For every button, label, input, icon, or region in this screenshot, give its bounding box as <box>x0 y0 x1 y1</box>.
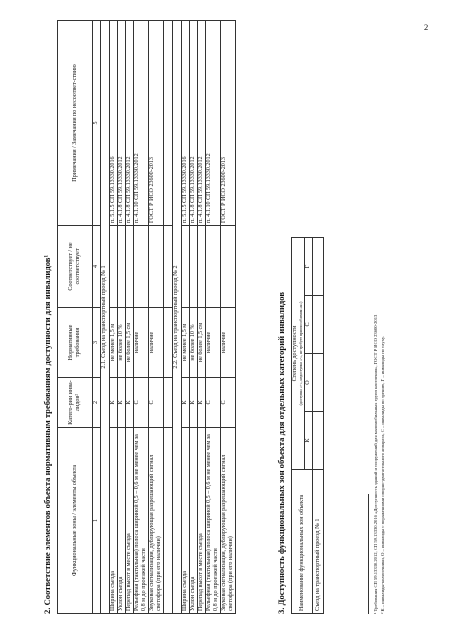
column-number: 1 <box>93 428 101 614</box>
requirement-cell: не менее 1,5 м <box>182 308 190 378</box>
category-cell: К <box>198 378 206 428</box>
element-cell: Ширина съезда <box>110 428 118 614</box>
section-2-title: 2. Соответствие элементов объекта нормативным требованиям доступности для инвалидов¹ <box>42 254 52 614</box>
requirement-cell: не более 10 % <box>118 308 126 378</box>
status-cell <box>149 226 164 308</box>
element-cell: Перепад высот в месте съезда <box>198 428 206 614</box>
note-cell: ГОСТ Р ИСО 23600-2013 <box>221 21 236 226</box>
requirement-cell: наличие <box>134 308 149 378</box>
status-cell <box>198 226 206 308</box>
category-cell: К <box>182 378 190 428</box>
column-number: 3 <box>93 308 101 378</box>
category-cell: С <box>221 378 236 428</box>
blank-cell <box>164 378 173 428</box>
table-row <box>110 21 118 614</box>
category-cell: С <box>149 378 164 428</box>
group-row <box>101 21 110 614</box>
footnote-1: ¹ Требования СП 59.13330.2012, СП 59.13330.2016 «Доступность зданий и сооружений для маломобильных групп населения», ГОСТ Р ИСО 23600-2013 <box>373 314 378 614</box>
status-cell <box>118 226 126 308</box>
category-cell: К <box>126 378 134 428</box>
accessibility-table <box>291 237 324 614</box>
element-cell: Рельефная (тактильная) полоса шириной 0,5 – 0,6 м не менее чем за 0,8 м до проезжей части <box>206 428 221 614</box>
header-requirements: Нормативные требования <box>58 308 93 378</box>
compliance-table <box>57 20 236 614</box>
blank-cell <box>164 428 173 614</box>
category-header: Г <box>305 237 313 295</box>
status-cell <box>134 226 149 308</box>
degree-cell <box>313 237 324 295</box>
requirement-cell: не более 1,5 см <box>198 308 206 378</box>
note-cell: п. 5.1.5 СП 59.13330.2016 <box>182 21 190 226</box>
blank-cell <box>164 226 173 308</box>
table-row <box>118 21 126 614</box>
table-row <box>149 21 164 614</box>
status-cell <box>221 226 236 308</box>
degree-subnote: (доступна «+», недоступна «-», не требует приспособления «н») <box>299 301 303 406</box>
element-cell: Уклон съезда <box>190 428 198 614</box>
element-cell: Перепад высот в месте съезда <box>126 428 134 614</box>
column-number-row <box>93 21 101 614</box>
group-row <box>173 21 182 614</box>
header-degree <box>292 237 305 469</box>
note-cell: ГОСТ Р ИСО 23600-2013 <box>149 21 164 226</box>
footnotes <box>372 315 386 614</box>
note-cell: п. 4.1.10 СП 59.13330.2012 <box>206 21 221 226</box>
blank-cell <box>164 21 173 226</box>
header-zone: Наименование функциональных зон объекта <box>292 470 313 614</box>
status-cell <box>110 226 118 308</box>
table-row <box>206 21 221 614</box>
note-cell: п. 4.1.8 СП 59.13330.2012 <box>118 21 126 226</box>
requirement-cell: наличие <box>221 308 236 378</box>
degree-title: Степень доступности <box>292 325 298 382</box>
status-cell <box>182 226 190 308</box>
header-notes: Примечания / Замечания по несоответ-ствию <box>58 21 93 226</box>
requirement-cell: не более 10 % <box>190 308 198 378</box>
note-cell: п. 4.1.8 СП 59.13330.2012 <box>190 21 198 226</box>
note-cell: п. 4.1.8 СП 59.13330.2012 <box>198 21 206 226</box>
degree-cell <box>313 412 324 470</box>
note-cell: п. 4.1.8 СП 59.13330.2012 <box>126 21 134 226</box>
blank-row <box>164 21 173 614</box>
group-title: 2.2. Съезд на транспортный проезд № 2 <box>173 21 182 614</box>
requirement-cell: наличие <box>206 308 221 378</box>
category-cell: К <box>118 378 126 428</box>
column-number: 2 <box>93 378 101 428</box>
table-row <box>190 21 198 614</box>
section-3-title: 3. Доступность функциональных зон объекта для отдельных категорий инвалидов <box>276 291 286 614</box>
element-cell: Ширина съезда <box>182 428 190 614</box>
note-cell: п. 4.1.10 СП 59.13330.2012 <box>134 21 149 226</box>
header-elements: Функциональные зоны / элементы объекта <box>58 428 93 614</box>
table-row <box>182 21 190 614</box>
header-compliance: Соответствует / не соответствует <box>58 226 93 308</box>
group-title: 2.1. Съезд на транспортный проезд № 1 <box>101 21 110 614</box>
category-cell: К <box>110 378 118 428</box>
status-cell <box>190 226 198 308</box>
element-cell: Звуковая сигнализация, дублирующая разрешающий сигнал светофора (при его наличии) <box>221 428 236 614</box>
element-cell: Звуковая сигнализация, дублирующая разрешающий сигнал светофора (при его наличии) <box>149 428 164 614</box>
element-cell: Рельефная (тактильная) полоса шириной 0,5 – 0,6 м не менее чем за 0,8 м до проезжей части <box>134 428 149 614</box>
category-cell: К <box>190 378 198 428</box>
table-header-row <box>292 237 305 613</box>
table-row <box>134 21 149 614</box>
requirement-cell: наличие <box>149 308 164 378</box>
status-cell <box>126 226 134 308</box>
category-header: О <box>305 354 313 412</box>
degree-cell <box>313 354 324 412</box>
header-categories: Катего-рии инва-лидов² <box>58 378 93 428</box>
note-cell: п. 5.1.5 СП 59.13330.2016 <box>110 21 118 226</box>
category-header: К <box>305 412 313 470</box>
requirement-cell: не менее 1,5 м <box>110 308 118 378</box>
page-number: 2 <box>424 22 429 32</box>
table-row <box>221 21 236 614</box>
column-number: 4 <box>93 226 101 308</box>
category-header: С <box>305 296 313 354</box>
category-cell: С <box>134 378 149 428</box>
footnote-2: ² К – инвалиды-колясочники, О – инвалиды с поражениями опорно-двигательного аппарата, С – инвалиды по зрению, Г – инвалиды по слуху. <box>380 336 385 614</box>
element-cell: Уклон съезда <box>118 428 126 614</box>
table-row <box>126 21 134 614</box>
footnote-separator <box>368 494 369 614</box>
status-cell <box>206 226 221 308</box>
requirement-cell: не более 1,5 см <box>126 308 134 378</box>
category-cell: С <box>206 378 221 428</box>
column-number: 5 <box>93 21 101 226</box>
blank-cell <box>164 308 173 378</box>
table-header-row <box>58 21 93 614</box>
table-row <box>198 21 206 614</box>
table-row <box>313 237 324 613</box>
degree-cell <box>313 296 324 354</box>
zone-cell: Съезд на транспортный проезд № 1 <box>313 470 324 614</box>
